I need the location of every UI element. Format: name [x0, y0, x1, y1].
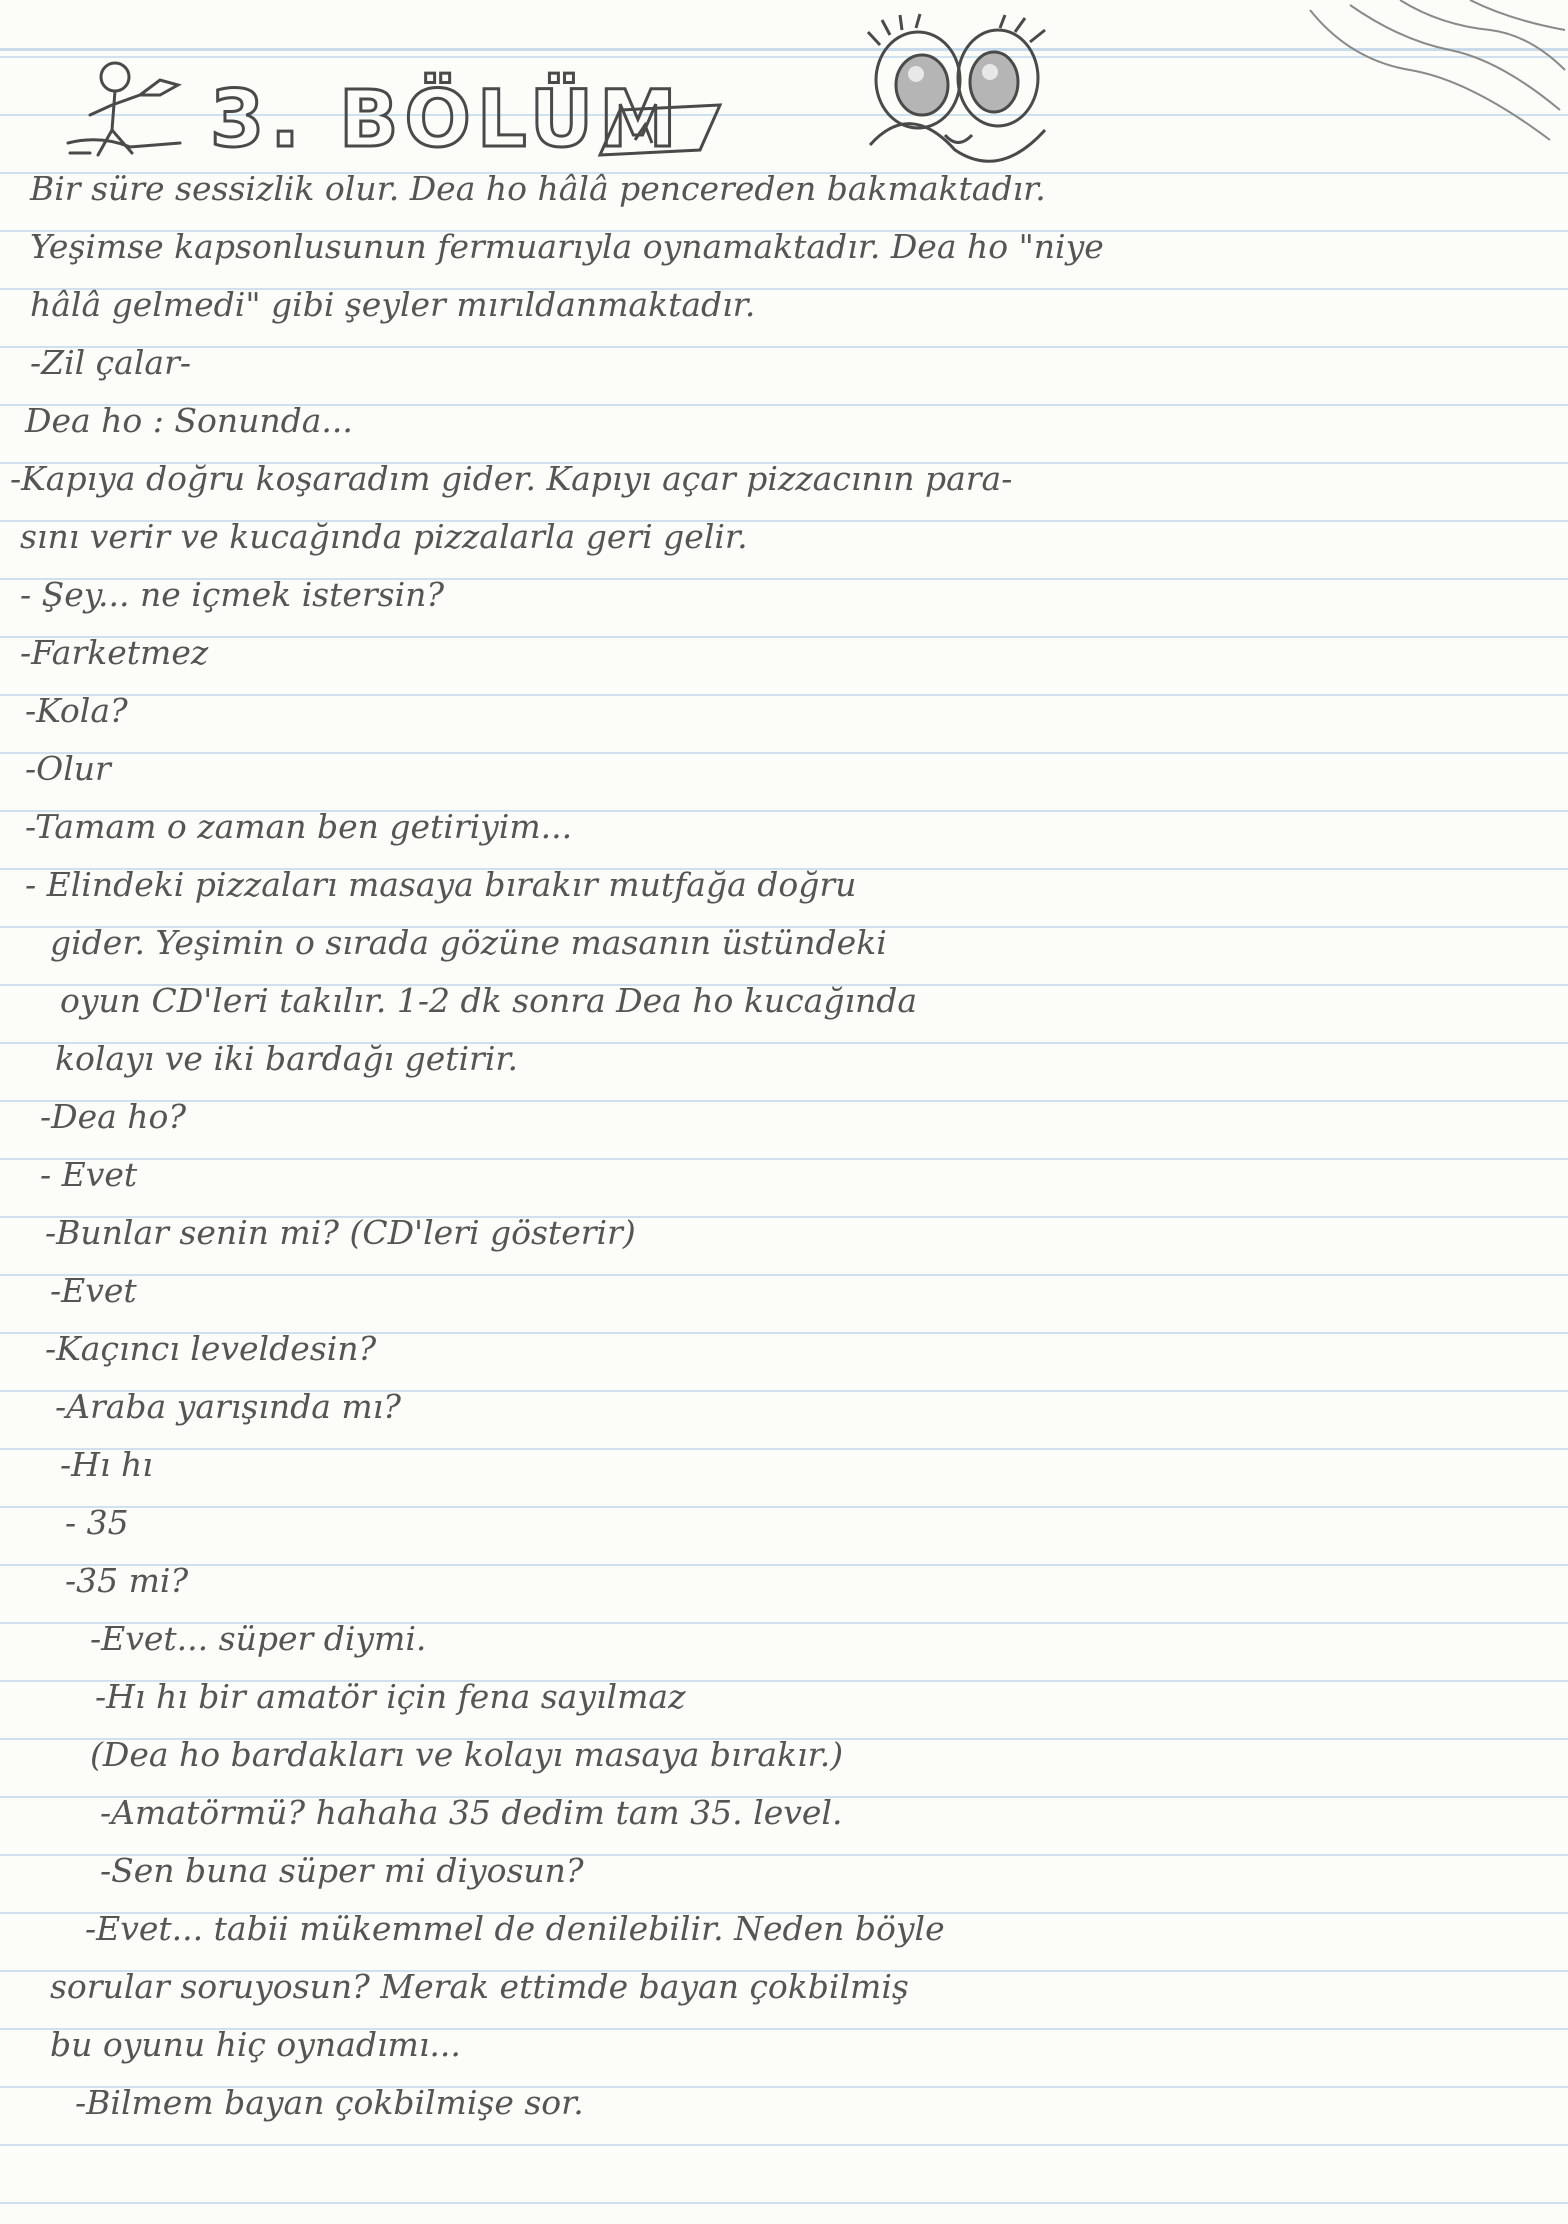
text-line: -Evet — [50, 1271, 137, 1310]
text-line: (Dea ho bardakları ve kolayı masaya bırakır.) — [90, 1735, 844, 1774]
stick-figure-icon — [60, 55, 210, 165]
text-line: Dea ho : Sonunda... — [25, 401, 353, 440]
text-line: -Evet... tabii mükemmel de denilebilir. Neden böyle — [85, 1909, 945, 1948]
text-line: - Şey... ne içmek istersin? — [20, 575, 445, 614]
text-line: - 35 — [65, 1503, 129, 1542]
text-line: -35 mi? — [65, 1561, 189, 1600]
handwritten-text-body — [0, 160, 1568, 2132]
text-line: -Tamam o zaman ben getiriyim... — [25, 807, 573, 846]
text-line: -Bilmem bayan çokbilmişe sor. — [75, 2083, 584, 2122]
text-line: -Araba yarışında mı? — [55, 1387, 401, 1426]
cartoon-face-icon — [850, 10, 1080, 180]
text-line: -Kola? — [25, 691, 128, 730]
chapter-title: 3. BÖLÜM — [210, 75, 683, 165]
text-line: sorular soruyosun? Merak ettimde bayan çokbilmiş — [50, 1967, 909, 2006]
text-line: Yeşimse kapsonlusunun fermuarıyla oynamaktadır. Dea ho "niye — [30, 227, 1104, 266]
text-line: -Hı hı bir amatör için fena sayılmaz — [95, 1677, 686, 1716]
text-line: -Sen buna süper mi diyosun? — [100, 1851, 584, 1890]
text-line: -Hı hı — [60, 1445, 153, 1484]
text-line: -Kapıya doğru koşaradım gider. Kapıyı açar pizzacının para- — [10, 459, 1013, 498]
text-line: hâlâ gelmedi" gibi şeyler mırıldanmaktadır. — [30, 285, 756, 324]
text-line: -Zil çalar- — [30, 343, 191, 382]
text-line: oyun CD'leri takılır. 1-2 dk sonra Dea ho kucağında — [60, 981, 918, 1020]
text-line: sını verir ve kucağında pizzalarla geri gelir. — [20, 517, 748, 556]
text-line: -Kaçıncı leveldesin? — [45, 1329, 377, 1368]
text-line: -Olur — [25, 749, 111, 788]
chapter-heading — [60, 55, 760, 165]
text-line: -Farketmez — [20, 633, 209, 672]
text-line: kolayı ve iki bardağı getirir. — [55, 1039, 519, 1078]
text-line: -Dea ho? — [40, 1097, 187, 1136]
text-line: - Elindeki pizzaları masaya bırakır mutfağa doğru — [25, 865, 857, 904]
text-line: - Evet — [40, 1155, 138, 1194]
text-line: -Amatörmü? hahaha 35 dedim tam 35. level. — [100, 1793, 843, 1832]
text-line: Bir süre sessizlik olur. Dea ho hâlâ pencereden bakmaktadır. — [30, 169, 1046, 208]
text-line: -Bunlar senin mi? (CD'leri gösterir) — [45, 1213, 636, 1252]
text-line: -Evet... süper diymi. — [90, 1619, 427, 1658]
text-line: gider. Yeşimin o sırada gözüne masanın üstündeki — [50, 923, 887, 962]
text-line: bu oyunu hiç oynadımı... — [50, 2025, 461, 2064]
wavy-lines-icon — [1290, 0, 1568, 170]
